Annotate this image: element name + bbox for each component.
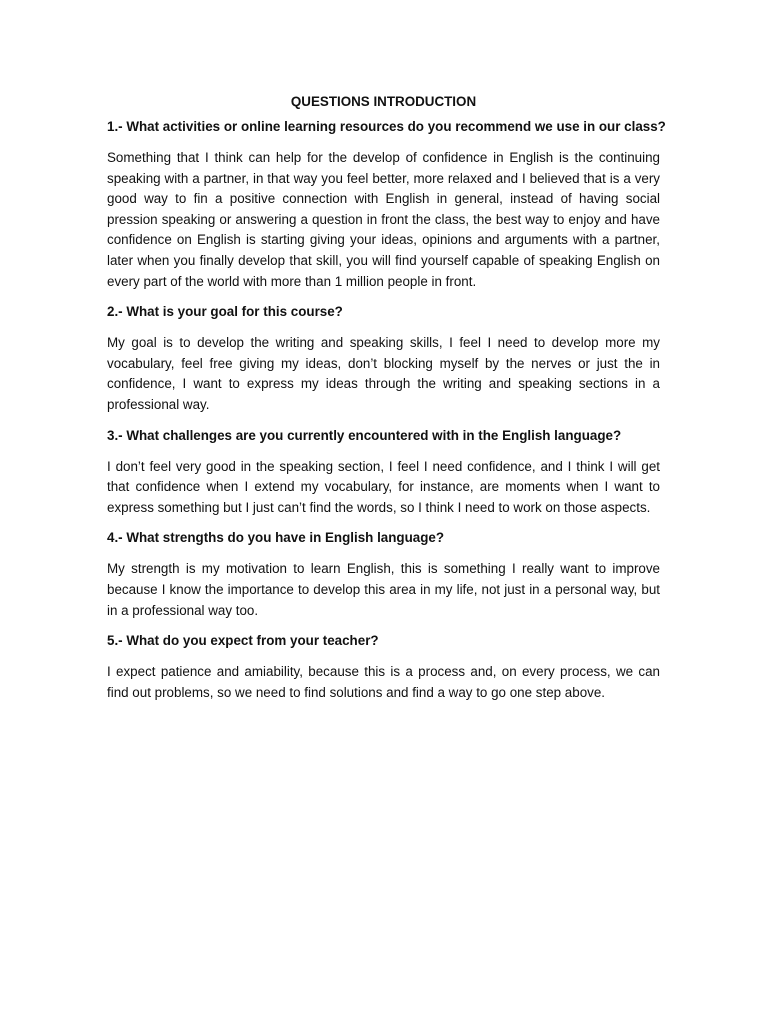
answer-3: I don’t feel very good in the speaking section, I feel I need confidence, and I think I will get that confidence when I extend my vocabulary, for instance, are moments when I want to express something but I just can’t find the words, so I think I need to work on those aspects. bbox=[107, 458, 660, 515]
answer-2: My goal is to develop the writing and speaking skills, I feel I need to develop more my vocabulary, feel free giving my ideas, don’t blocking myself by the nerves or just the in confidence, I want to express my ideas through the writing and speaking sections in a professional way. bbox=[107, 335, 660, 412]
question-4: 4.- What strengths do you have in English language? bbox=[107, 530, 445, 546]
answer-1: Something that I think can help for the develop of confidence in English is the continuing speaking with a partner, in that way you feel better, more relaxed and I believed that is a very good way to fin a positive connection with English in general, instead of having social pression speaking or answering a question in front the class, the best way to enjoy and have confidence on English is starting giving your ideas, opinions and arguments with a partner, later when you finally develop that skill, you will find yourself capable of speaking English on every part of the world with more than 1 million people in front. bbox=[107, 150, 660, 289]
question-3: 3.- What challenges are you currently encountered with in the English language? bbox=[107, 427, 622, 443]
answer-5: I expect patience and amiability, because this is a process and, on every process, we can find out problems, so we need to find solutions and find a way to go one step above. bbox=[107, 664, 660, 700]
document-page bbox=[107, 92, 666, 713]
question-section-5 bbox=[107, 631, 660, 703]
document-title: QUESTIONS INTRODUCTION bbox=[290, 94, 477, 109]
question-section-4 bbox=[107, 528, 660, 621]
question-5: 5.- What do you expect from your teacher? bbox=[107, 633, 379, 649]
answer-4: My strength is my motivation to learn English, this is something I really want to improve because I know the importance to develop this area in my life, not just in a personal way, but in a professional way too. bbox=[107, 561, 660, 618]
question-section-1 bbox=[107, 117, 666, 292]
question-2: 2.- What is your goal for this course? bbox=[107, 304, 343, 320]
question-1: 1.- What activities or online learning resources do you recommend we use in our class? bbox=[107, 119, 666, 134]
question-section-2 bbox=[107, 302, 660, 415]
question-section-3 bbox=[107, 426, 660, 519]
